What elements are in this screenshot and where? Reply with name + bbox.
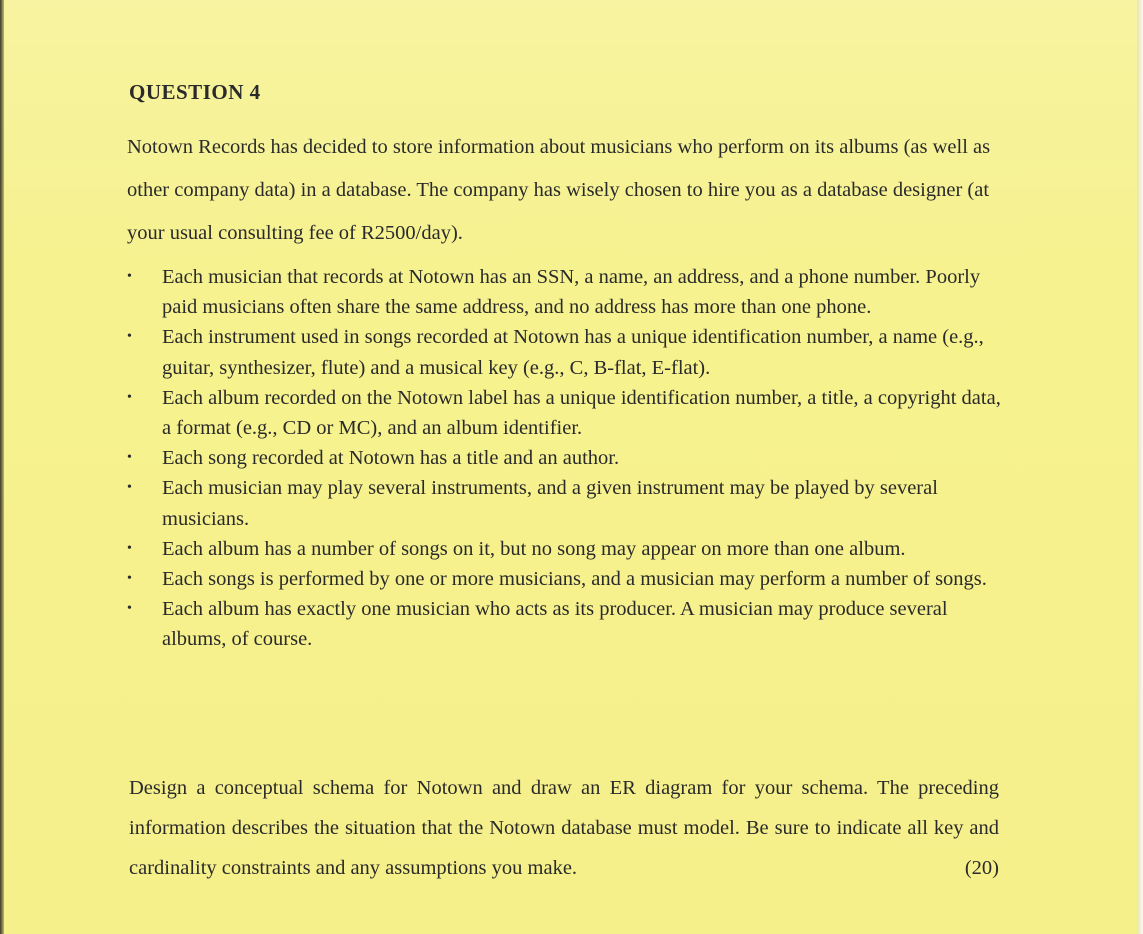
list-item: • Each album has exactly one musician who acts as its producer. A musician may produce several albums, of course. xyxy=(127,594,1007,654)
list-item: • Each instrument used in songs recorded at Notown has a unique identification number, a name (e.g., guitar, synthesizer, flute) and a musical key (e.g., C, B-flat, E-flat). xyxy=(127,322,1007,382)
list-item: • Each musician that records at Notown has an SSN, a name, an address, and a phone number. Poorly paid musicians often share the same address, and no address has more than one phone. xyxy=(127,262,1007,322)
list-item: • Each song recorded at Notown has a title and an author. xyxy=(127,443,1007,473)
page-edge-right xyxy=(1137,0,1143,934)
list-item: • Each album recorded on the Notown label has a unique identification number, a title, a copyright data, a format (e.g., CD or MC), and an album identifier. xyxy=(127,383,1007,443)
closing-paragraph xyxy=(129,768,999,888)
closing-text: Design a conceptual schema for Notown and draw an ER diagram for your schema. The preceding information describes the situation that the Notown database must model. Be sure to indicate all key and cardinality constraints and any assumptions you make. xyxy=(129,777,999,879)
page-edge-left xyxy=(0,0,4,934)
list-item: • Each album has a number of songs on it, but no song may appear on more than one album. xyxy=(127,534,1007,564)
marks-label: (20) xyxy=(964,857,999,879)
question-heading: QUESTION 4 xyxy=(129,80,261,104)
requirements-list xyxy=(127,262,1007,655)
list-item: • Each musician may play several instruments, and a given instrument may be played by several musicians. xyxy=(127,473,1007,533)
list-item: • Each songs is performed by one or more musicians, and a musician may perform a number of songs. xyxy=(127,564,1007,594)
intro-paragraph: Notown Records has decided to store information about musicians who perform on its albums (as well as other company data) in a database. The company has wisely chosen to hire you as a database designer (at your usual consulting fee of R2500/day). xyxy=(127,136,991,244)
